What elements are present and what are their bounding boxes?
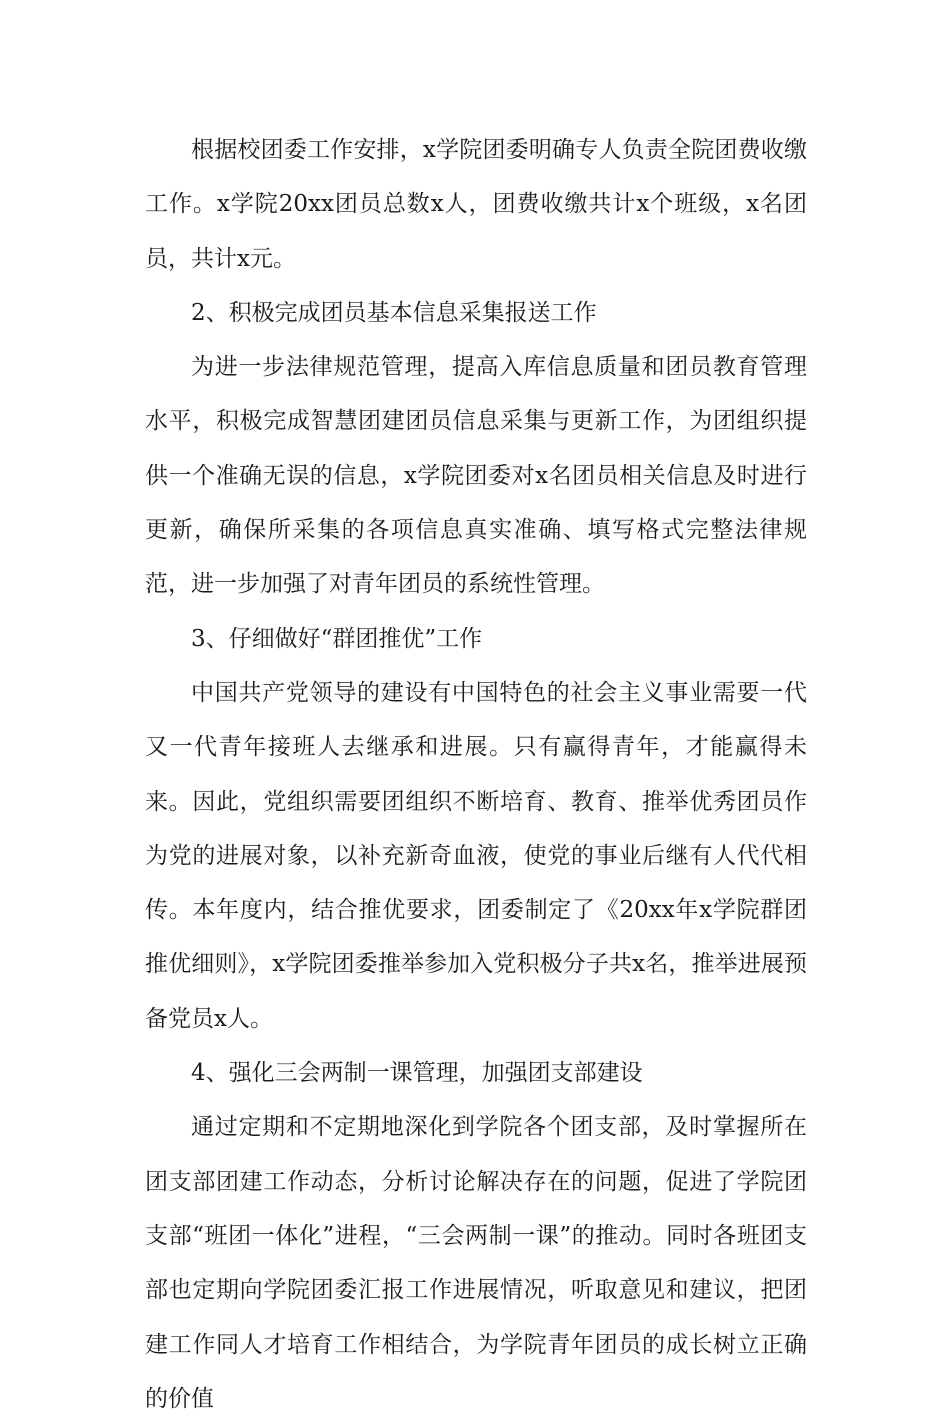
paragraph-dues: 根据校团委工作安排，x学院团委明确专人负责全院团费收缴工作。x学院20xx团员总数x人，团费收缴共计x个班级，x名团员，共计x元。 bbox=[145, 137, 807, 272]
heading-recommendation: 3、仔细做好“群团推优”工作 bbox=[191, 625, 483, 652]
heading-branch-building: 4、强化三会两制一课管理，加强团支部建设 bbox=[191, 1060, 643, 1087]
paragraph-recommendation: 中国共产党领导的建设有中国特色的社会主义事业需要一代又一代青年接班人去继承和进展。只有赢得青年，才能赢得未来。因此，党组织需要团组织不断培育、教育、推举优秀团员作为党的进展对象，以补充新奇血液，使党的事业后继有人代代相传。本年度内，结合推优要求，团委制定了《20xx年x学院群团推优细则》，x学院团委推举参加入党积极分子共x名，推举进展预备党员x人。 bbox=[145, 679, 807, 1032]
heading-info-collection: 2、积极完成团员基本信息采集报送工作 bbox=[191, 299, 597, 326]
paragraph-branch-building: 通过定期和不定期地深化到学院各个团支部，及时掌握所在团支部团建工作动态，分析讨论解决存在的问题，促进了学院团支部“班团一体化”进程，“三会两制一课”的推动。同时各班团支部也定期向学院团委汇报工作进展情况，听取意见和建议，把团建工作同人才培育工作相结合，为学院青年团员的成长树立正确的价值 bbox=[145, 1114, 807, 1412]
paragraph-info-collection: 为进一步法律规范管理，提高入库信息质量和团员教育管理水平，积极完成智慧团建团员信息采集与更新工作，为团组织提供一个准确无误的信息，x学院团委对x名团员相关信息及时进行更新，确保所采集的各项信息真实准确、填写格式完整法律规范，进一步加强了对青年团员的系统性管理。 bbox=[145, 354, 807, 598]
document-page bbox=[145, 123, 807, 1426]
